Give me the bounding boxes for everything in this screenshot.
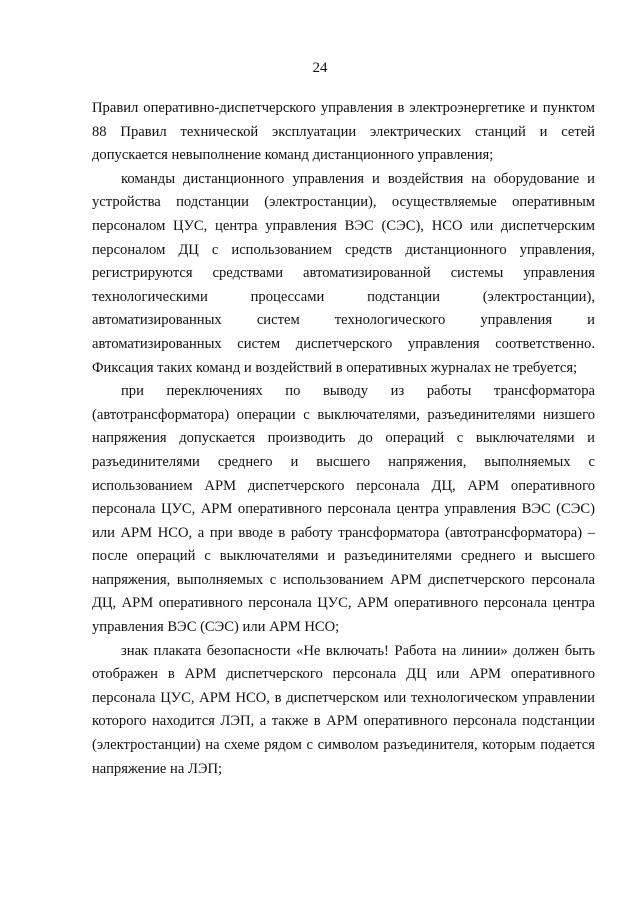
paragraph-safety-sign: знак плаката безопасности «Не включать! Работа на линии» должен быть отображен в АРМ диспетчерского персонала ДЦ или АРМ оперативного персонала ЦУС, АРМ НСО, в диспетчерском или технологическом управлении которого находится ЛЭП, а также в АРМ оперативного персонала подстанции (электростанции) на схеме рядом с символом разъединителя, которым подается напряжение на ЛЭП; bbox=[92, 642, 595, 777]
paragraph-continuation: Правил оперативно-диспетчерского управления в электроэнергетике и пунктом 88 Правил технической эксплуатации электрических станций и сетей допускается невыполнение команд дистанционного управления; bbox=[92, 100, 595, 164]
paragraph-remote-commands: команды дистанционного управления и воздействия на оборудование и устройства подстанции (электростанции), осуществляемые оперативным персоналом ЦУС, центра управления ВЭС (СЭС), НСО или диспетчерским персоналом ДЦ с использованием средств дистанционного управления, регистрируются средствами автоматизированной системы управления технологическими процессами подстанции (электростанции), автоматизированных систем технологического управления и автоматизированных систем диспетчерского управления соответственно. Фиксация таких команд и воздействий в оперативных журналах не требуется; bbox=[92, 170, 595, 376]
document-body bbox=[92, 97, 595, 781]
paragraph-transformer-switching: при переключениях по выводу из работы трансформатора (автотрансформатора) операции с выключателями, разъединителями низшего напряжения допускается производить до операций с выключателями и разъединителями среднего и высшего напряжения, выполняемых с использованием АРМ диспетчерского персонала ДЦ, АРМ оперативного персонала ЦУС, АРМ оперативного персонала центра управления ВЭС (СЭС) или АРМ НСО, а при вводе в работу трансформатора (автотрансформатора) – после операций с выключателями и разъединителями среднего и высшего напряжения, выполняемых с использованием АРМ диспетчерского персонала ДЦ, АРМ оперативного персонала ЦУС, АРМ оперативного персонала центра управления ВЭС (СЭС) или АРМ НСО; bbox=[92, 383, 595, 636]
page-number: 24 bbox=[312, 60, 328, 76]
